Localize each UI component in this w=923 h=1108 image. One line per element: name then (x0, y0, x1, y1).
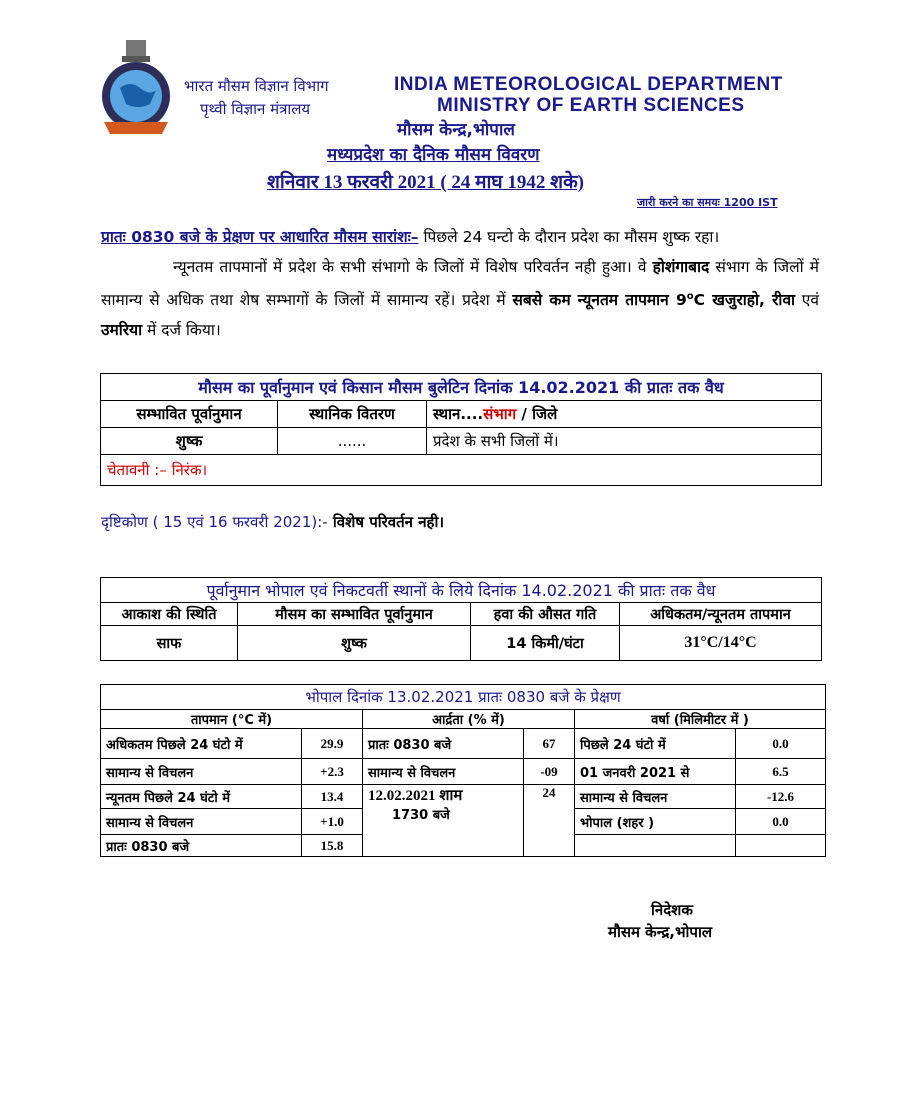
col-place-a: स्थान.... (433, 405, 484, 423)
bhopal-forecast-table (100, 577, 822, 661)
summary-text-2c: संभाग के जिलों में सामान्य से अधिक तथा शेष सम्भागों के जिलों में सामान्य रहें। प्रदेश में (101, 258, 819, 310)
min-temp: 13.4 (302, 785, 363, 809)
header-temp: तापमान (°C में) (101, 710, 363, 729)
header-rain: वर्षा (मिलिमीटर में ) (575, 710, 826, 729)
summary-text-2h: में दर्ज किया। (142, 321, 221, 340)
summary-label: प्रातः 0830 बजे के प्रेक्षण पर आधारित मौसम सारांशः– (101, 228, 419, 246)
humidity-label: सामान्य से विचलन (363, 759, 524, 785)
table-row-label: प्रातः 0830 बजे (101, 835, 302, 857)
empty-cell (736, 835, 826, 857)
date-line: शनिवार 13 फरवरी 2021 ( 24 माघ 1942 शके) (267, 172, 584, 193)
col-weather: मौसम का सम्भावित पूर्वानुमान (238, 603, 471, 626)
degree-sup: o (686, 291, 694, 302)
summary-text-1: पिछले 24 घन्टो के दौरान प्रदेश का मौसम शुष्क रहा। (418, 228, 720, 246)
place-value: प्रदेश के सभी जिलों में। (427, 428, 822, 455)
evening-label (363, 785, 524, 857)
col-forecast: सम्भावित पूर्वानुमान (101, 401, 278, 428)
table-row-label: अधिकतम पिछले 24 घंटो में (101, 729, 302, 759)
summary-division: होशंगाबाद (652, 258, 710, 276)
rain-city: 0.0 (736, 809, 826, 835)
ministry-name-hindi: पृथ्वी विज्ञान मंत्रालय (200, 100, 311, 118)
col-place (427, 401, 822, 428)
forecast-value: शुष्क (101, 428, 278, 455)
header-humidity: आर्द्रता (% में) (363, 710, 575, 729)
col-distribution: स्थानिक वितरण (278, 401, 427, 428)
bhopal-forecast-title: पूर्वानुमान भोपाल एवं निकटवर्ती स्थानों के लिये दिनांक 14.02.2021 की प्रातः तक वैध (101, 578, 822, 603)
evening-date: 12.02.2021 शाम (368, 788, 463, 804)
temp-value: 31°C/14°C (620, 626, 822, 661)
weather-value: शुष्क (238, 626, 471, 661)
min-departure: +1.0 (302, 809, 363, 835)
signature-office: मौसम केन्द्र,भोपाल (608, 923, 713, 941)
col-place-c: / जिले (516, 405, 558, 423)
ministry-name-english: MINISTRY OF EARTH SCIENCES (437, 95, 745, 116)
forecast-table (100, 373, 822, 486)
col-temp: अधिकतम/न्यूनतम तापमान (620, 603, 822, 626)
dept-name-english: INDIA METEOROLOGICAL DEPARTMENT (394, 74, 783, 95)
summary-min-temp: सबसे कम न्यूनतम तापमान 9 (512, 291, 687, 310)
rain-24h: 0.0 (736, 729, 826, 759)
rain-label: पिछले 24 घंटो में (575, 729, 736, 759)
evening-humidity: 24 (524, 785, 575, 857)
empty-cell (575, 835, 736, 857)
observation-table (100, 684, 826, 857)
evening-time: 1730 बजे (392, 808, 450, 823)
summary-stations: C खजुराहो, रीवा (693, 291, 796, 310)
humidity-label: प्रातः 0830 बजे (363, 729, 524, 759)
col-sky: आकाश की स्थिति (101, 603, 238, 626)
humidity-value: 67 (524, 729, 575, 759)
imd-logo (96, 38, 176, 140)
rain-since-jan: 6.5 (736, 759, 826, 785)
rain-departure: -12.6 (736, 785, 826, 809)
rain-label: 01 जनवरी 2021 से (575, 759, 736, 785)
table-row-label: सामान्य से विचलन (101, 809, 302, 835)
forecast-table-title: मौसम का पूर्वानुमान एवं किसान मौसम बुलेटिन दिनांक 14.02.2021 की प्रातः तक वैध (101, 374, 822, 401)
humidity-departure: -09 (524, 759, 575, 785)
max-departure: +2.3 (302, 759, 363, 785)
table-row-label: सामान्य से विचलन (101, 759, 302, 785)
outlook-label: दृष्टिकोण ( 15 एवं 16 फरवरी 2021):- (101, 513, 328, 531)
temp-0830: 15.8 (302, 835, 363, 857)
col-place-division: संभाग (483, 405, 517, 423)
rain-label: भोपाल (शहर ) (575, 809, 736, 835)
sky-value: साफ (101, 626, 238, 661)
max-temp: 29.9 (302, 729, 363, 759)
col-wind: हवा की औसत गति (471, 603, 620, 626)
outlook (101, 512, 444, 532)
rain-label: सामान्य से विचलन (575, 785, 736, 809)
summary-station-umaria: उमरिया (101, 321, 143, 340)
warning: चेतावनी :– निरंक। (101, 455, 822, 486)
wind-value: 14 किमी/घंटा (471, 626, 620, 661)
table-row-label: न्यूनतम पिछले 24 घंटो में (101, 785, 302, 809)
summary-block (101, 222, 819, 345)
observation-title: भोपाल दिनांक 13.02.2021 प्रातः 0830 बजे के प्रेक्षण (101, 685, 826, 710)
issue-time: जारी करने का समयः 1200 IST (637, 196, 778, 209)
signature-title: निदेशक (651, 901, 693, 919)
centre-name: मौसम केन्द्र,भोपाल (397, 120, 515, 140)
outlook-text: विशेष परिवर्तन नही। (327, 513, 445, 531)
summary-text-2f: एवं (795, 291, 819, 310)
page-title: मध्यप्रदेश का दैनिक मौसम विवरण (327, 145, 540, 165)
dept-name-hindi: भारत मौसम विज्ञान विभाग (184, 77, 329, 95)
summary-text-2a: न्यूनतम तापमानों में प्रदेश के सभी संभागो के जिलों में विशेष परिवर्तन नही हुआ। वे (173, 258, 653, 276)
distribution-value: ...... (278, 428, 427, 455)
